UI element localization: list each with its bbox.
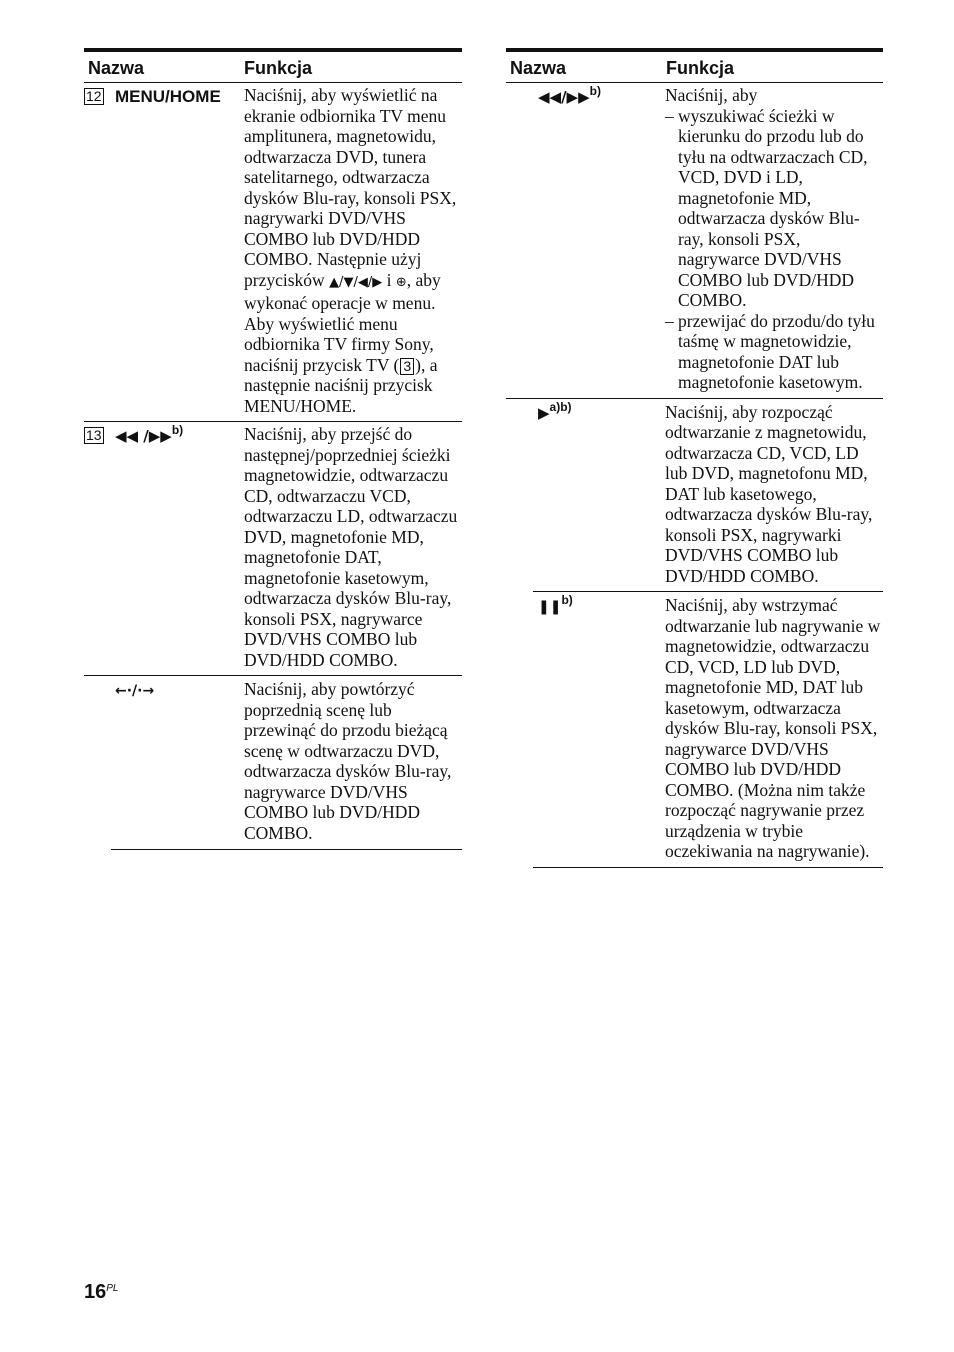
table-row-play [533,399,883,593]
list-item: – przewijać do przodu/do tyłu taśmę w magnetowidzie, magnetofonie DAT lub magnetofonie kasetowym. [665,311,883,393]
rewind-forward-icon: ◀◀/▶▶$^{b)}$ [538,84,601,106]
table-row-pause [533,592,883,868]
list-item: – wyszukiwać ścieżki w kierunku do przodu lub do tyłu na odtwarzaczach CD, VCD, DVD i LD, magnetofonie MD, odtwarzacza dysków Blu-ray, konsoli PSX, nagrywarce DVD/VHS COMBO lub DVD/HDD COMBO. [665,106,883,311]
function-text: Naciśnij, aby przejść do następnej/poprzedniej ścieżki magnetowidzie, odtwarzaczu CD, odtwarzaczu VCD, odtwarzaczu LD, odtwarzaczu DVD, magnetofonie MD, magnetofonie DAT, magnetofonie kasetowym, odtwarzacza dysków Blu-ray, konsoli PSX, nagrywarce DVD/VHS COMBO lub DVD/HDD COMBO. [244,424,458,670]
header-function: Funkcja [666,58,735,78]
function-text: Naciśnij, aby wyświetlić na ekranie odbiornika TV menu amplitunera, magnetowidu, odtwarzacza DVD, tunera satelitarnego, odtwarzacza dysków Blu-ray, konsoli PSX, nagrywarki DVD/VHS COMBO lub DVD/HDD COMBO. Następnie użyj przycisków ▲/▼/◀/▶ i ⊕, aby wykonać operacje w menu. Aby wyświetlić menu odbiornika TV firmy Sony, naciśnij przycisk TV ( 3 ), a następnie naciśnij przycisk MENU/HOME. [244,85,457,416]
page-number: $16^{PL}$ [84,1281,119,1303]
header-name: Nazwa [510,58,567,78]
table-row-replay-advance [111,676,462,850]
pause-icon: ❚❚$^{b)}$ [538,593,573,615]
function-text: Naciśnij, aby rozpocząć odtwarzanie z magnetowidu, odtwarzacza CD, VCD, LD lub DVD, magnetofonu MD, DAT lub kasetowego, odtwarzacza dysków Blu-ray, konsoli PSX, nagrywarki DVD/VHS COMBO lub DVD/HDD COMBO. [665,401,873,586]
item-number: 13 [86,427,102,443]
function-text: Naciśnij, aby wstrzymać odtwarzanie lub nagrywanie w magnetowidzie, odtwarzaczu CD, VCD, LD lub DVD, magnetofonie MD, DAT lub kasetowym, odtwarzacza dysków Blu-ray, konsoli PSX, nagrywarce DVD/VHS COMBO lub DVD/HDD COMBO. (Można nim także rozpocząć nagrywanie przez urządzenia w trybie oczekiwania na nagrywanie). [665,595,881,861]
menu-home-button-label: MENU/HOME [115,87,221,106]
tv-button-reference: 3 [400,358,414,375]
header-name: Nazwa [88,58,145,78]
table-row-skip [84,422,462,676]
play-icon: ▶$^{a)b)}$ [538,399,572,422]
page-language: PL [106,1283,119,1294]
item-number: 12 [86,88,102,104]
left-table [84,48,462,850]
skip-buttons-icon: ◀◀ /▶▶$^{b)}$ [115,423,184,445]
header-function: Funkcja [244,58,313,78]
function-text: Naciśnij, aby – wyszukiwać ścieżki w kierunku do przodu lub do tyłu na odtwarzaczach CD, VCD, DVD i LD, magnetofonie MD, odtwarzacza dysków Blu-ray, konsoli PSX, nagrywarce DVD/VHS COMBO lub DVD/HDD COMBO. – przewijać do przodu/do tyłu taśmę w magnetowidzie, magnetofonie DAT lub magnetofonie kasetowym. [665,83,883,398]
enter-button-icon: ⊕ [395,274,407,290]
table-header [506,48,883,83]
table-row-search [506,83,883,399]
replay-advance-icon: ←·/·→ [115,683,155,699]
function-text: Naciśnij, aby powtórzyć poprzednią scenę lub przewinąć do przodu bieżącą scenę w odtwarzaczu DVD, odtwarzacza dysków Blu-ray, nagrywarce DVD/VHS COMBO lub DVD/HDD COMBO. [244,679,452,843]
table-row-menu-home [84,83,462,422]
table-header [84,48,462,83]
arrow-buttons-icon: ▲/▼/◀/▶ [329,274,383,290]
right-table [506,48,883,868]
